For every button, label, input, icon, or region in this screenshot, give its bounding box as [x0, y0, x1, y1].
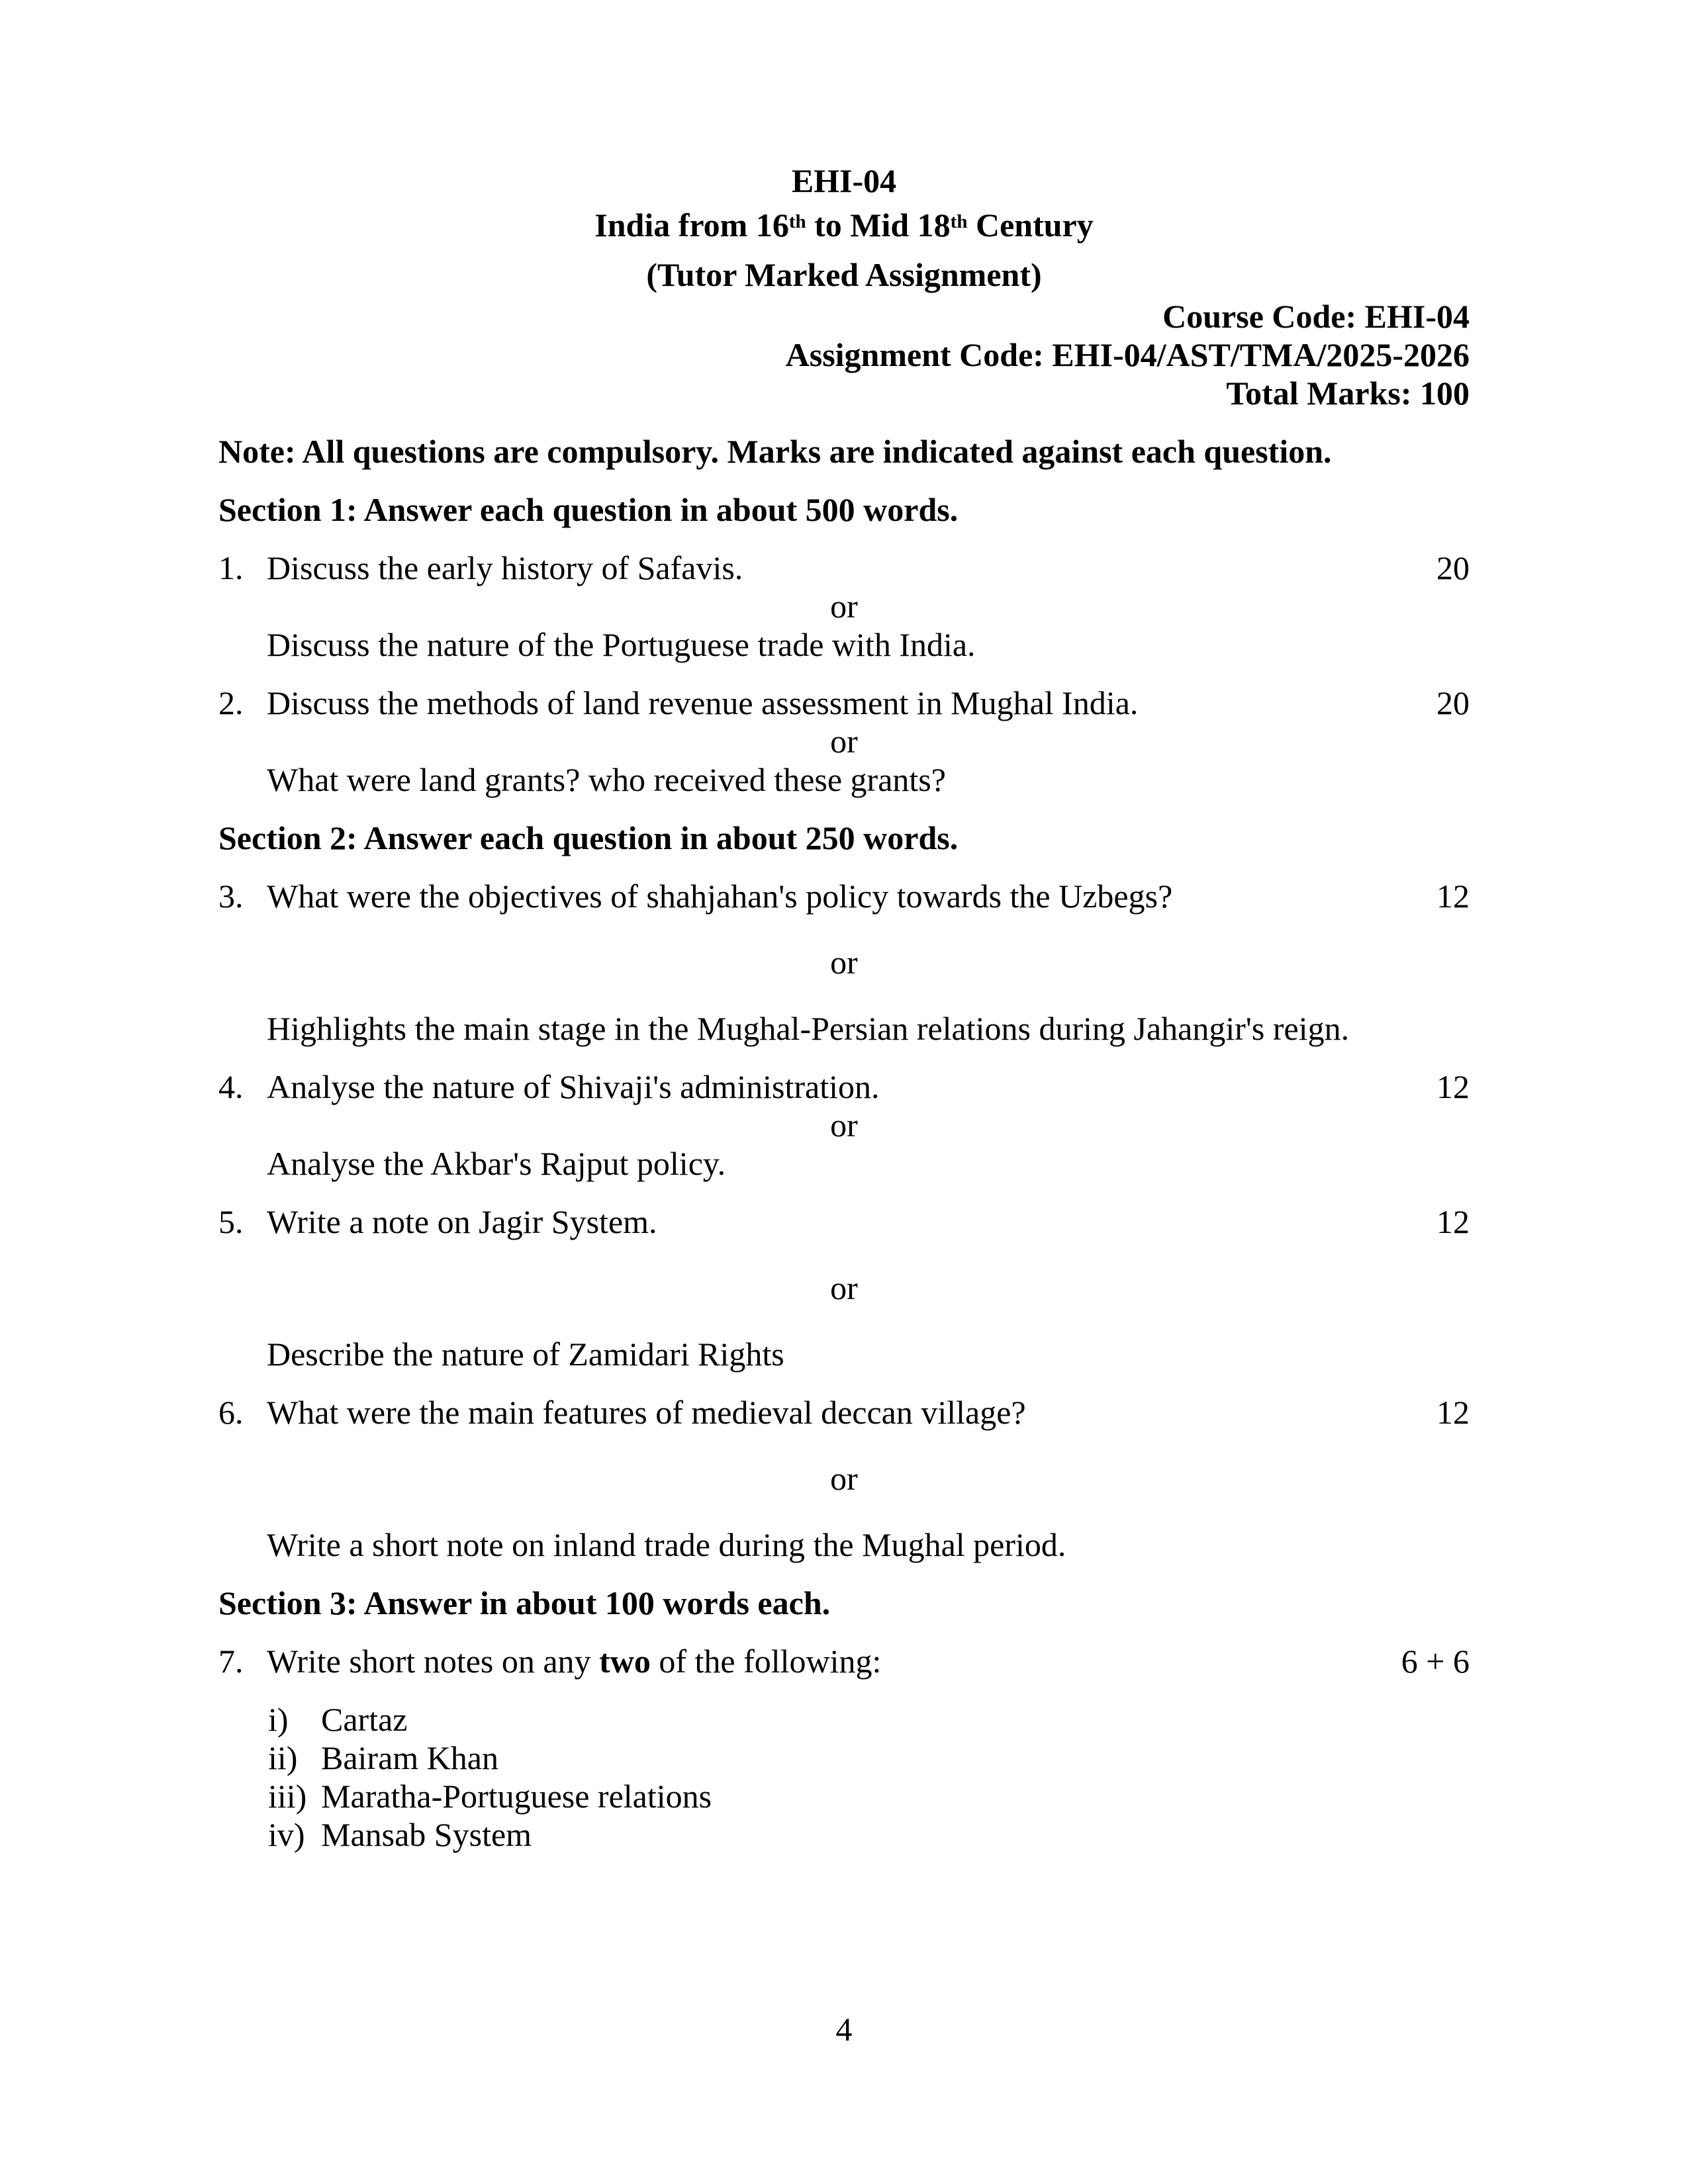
section-1-heading: Section 1: Answer each question in about 500 words.: [218, 491, 959, 528]
list-item: [268, 1777, 1470, 1815]
superscript-th: th: [788, 210, 806, 232]
question-marks: 12: [1436, 1203, 1470, 1240]
question-4-line: [218, 1068, 1470, 1106]
course-code-title: EHI-04: [791, 162, 897, 199]
question-text-emphasis: two: [599, 1643, 651, 1680]
question-marks: 20: [1436, 684, 1470, 721]
question-7-line: [218, 1642, 1470, 1680]
question-2: [218, 684, 1470, 799]
question-4: [218, 1068, 1470, 1183]
page-number: 4: [835, 2011, 853, 2048]
course-name-part: India from 16: [594, 206, 789, 244]
list-item: [268, 1700, 1470, 1739]
question-alternative: Discuss the nature of the Portuguese trade with India.: [267, 626, 976, 663]
document-header: [218, 159, 1470, 297]
or-separator: or: [830, 1460, 858, 1497]
course-name-part: Century: [967, 206, 1094, 244]
course-name-part: to Mid 18: [806, 206, 951, 244]
question-alternative: What were land grants? who received these grants?: [267, 761, 946, 798]
or-separator: or: [830, 944, 858, 981]
question-5-line: [218, 1203, 1470, 1241]
list-item: [268, 1815, 1470, 1854]
question-number: 3.: [218, 878, 244, 915]
or-separator: or: [830, 1269, 858, 1306]
question-6-line: [218, 1393, 1470, 1432]
question-text: Discuss the methods of land revenue assessment in Mughal India.: [267, 684, 1139, 721]
assignment-meta: [218, 297, 1470, 412]
section-2-heading: Section 2: Answer each question in about 250 words.: [218, 819, 959, 856]
question-number: 6.: [218, 1394, 244, 1431]
question-number: 5.: [218, 1203, 244, 1240]
note-line: Note: All questions are compulsory. Marks are indicated against each question.: [218, 433, 1332, 470]
question-text: Analyse the nature of Shivaji's administration.: [267, 1068, 880, 1105]
question-1-line: [218, 549, 1470, 587]
list-item-text: Cartaz: [321, 1701, 408, 1738]
question-6: [218, 1393, 1470, 1564]
short-note-options-list: [268, 1700, 1470, 1854]
or-separator: or: [830, 723, 858, 760]
list-item: [268, 1739, 1470, 1777]
question-text: [267, 1642, 1401, 1680]
question-text: Write a note on Jagir System.: [267, 1203, 657, 1240]
course-name-title: [218, 203, 1470, 253]
superscript-th: th: [950, 210, 968, 232]
question-text-part: Write short notes on any: [267, 1643, 600, 1680]
assignment-type-title: (Tutor Marked Assignment): [646, 256, 1042, 293]
question-1: [218, 549, 1470, 664]
question-alternative: Write a short note on inland trade during the Mughal period.: [267, 1526, 1066, 1563]
question-marks: 12: [1436, 878, 1470, 915]
question-text: What were the main features of medieval deccan village?: [267, 1394, 1026, 1431]
list-item-marker: i): [268, 1701, 289, 1738]
question-alternative: Describe the nature of Zamidari Rights: [267, 1336, 784, 1373]
question-5: [218, 1203, 1470, 1373]
list-item-marker: iii): [268, 1778, 307, 1815]
total-marks-line: Total Marks: 100: [1226, 375, 1470, 412]
or-separator: or: [830, 588, 858, 625]
question-marks: 12: [1436, 1068, 1470, 1105]
question-3: [218, 877, 1470, 1048]
assignment-code-line: Assignment Code: EHI-04/AST/TMA/2025-2026: [785, 336, 1470, 373]
question-3-line: [218, 877, 1470, 915]
question-number: 7.: [218, 1643, 244, 1680]
question-alternative: Analyse the Akbar's Rajput policy.: [267, 1145, 726, 1182]
list-item-marker: iv): [268, 1816, 305, 1853]
question-text: Discuss the early history of Safavis.: [267, 549, 743, 586]
list-item-marker: ii): [268, 1739, 298, 1776]
question-text: What were the objectives of shahjahan's policy towards the Uzbegs?: [267, 878, 1173, 915]
section-3-heading: Section 3: Answer in about 100 words each.: [218, 1584, 831, 1621]
list-item-text: Mansab System: [321, 1816, 532, 1853]
question-alternative: Highlights the main stage in the Mughal-Persian relations during Jahangir's reign.: [267, 1010, 1350, 1047]
or-separator: or: [830, 1107, 858, 1144]
question-marks: 12: [1436, 1394, 1470, 1431]
list-item-text: Bairam Khan: [321, 1739, 498, 1776]
list-item-text: Maratha-Portuguese relations: [321, 1778, 712, 1815]
question-marks: 20: [1436, 549, 1470, 586]
question-text-part: of the following:: [650, 1643, 882, 1680]
question-7: [218, 1642, 1470, 1854]
question-number: 4.: [218, 1068, 244, 1105]
question-number: 1.: [218, 549, 244, 586]
question-2-line: [218, 684, 1470, 722]
question-marks: 6 + 6: [1401, 1643, 1470, 1680]
question-number: 2.: [218, 684, 244, 721]
course-code-line: Course Code: EHI-04: [1162, 298, 1470, 335]
